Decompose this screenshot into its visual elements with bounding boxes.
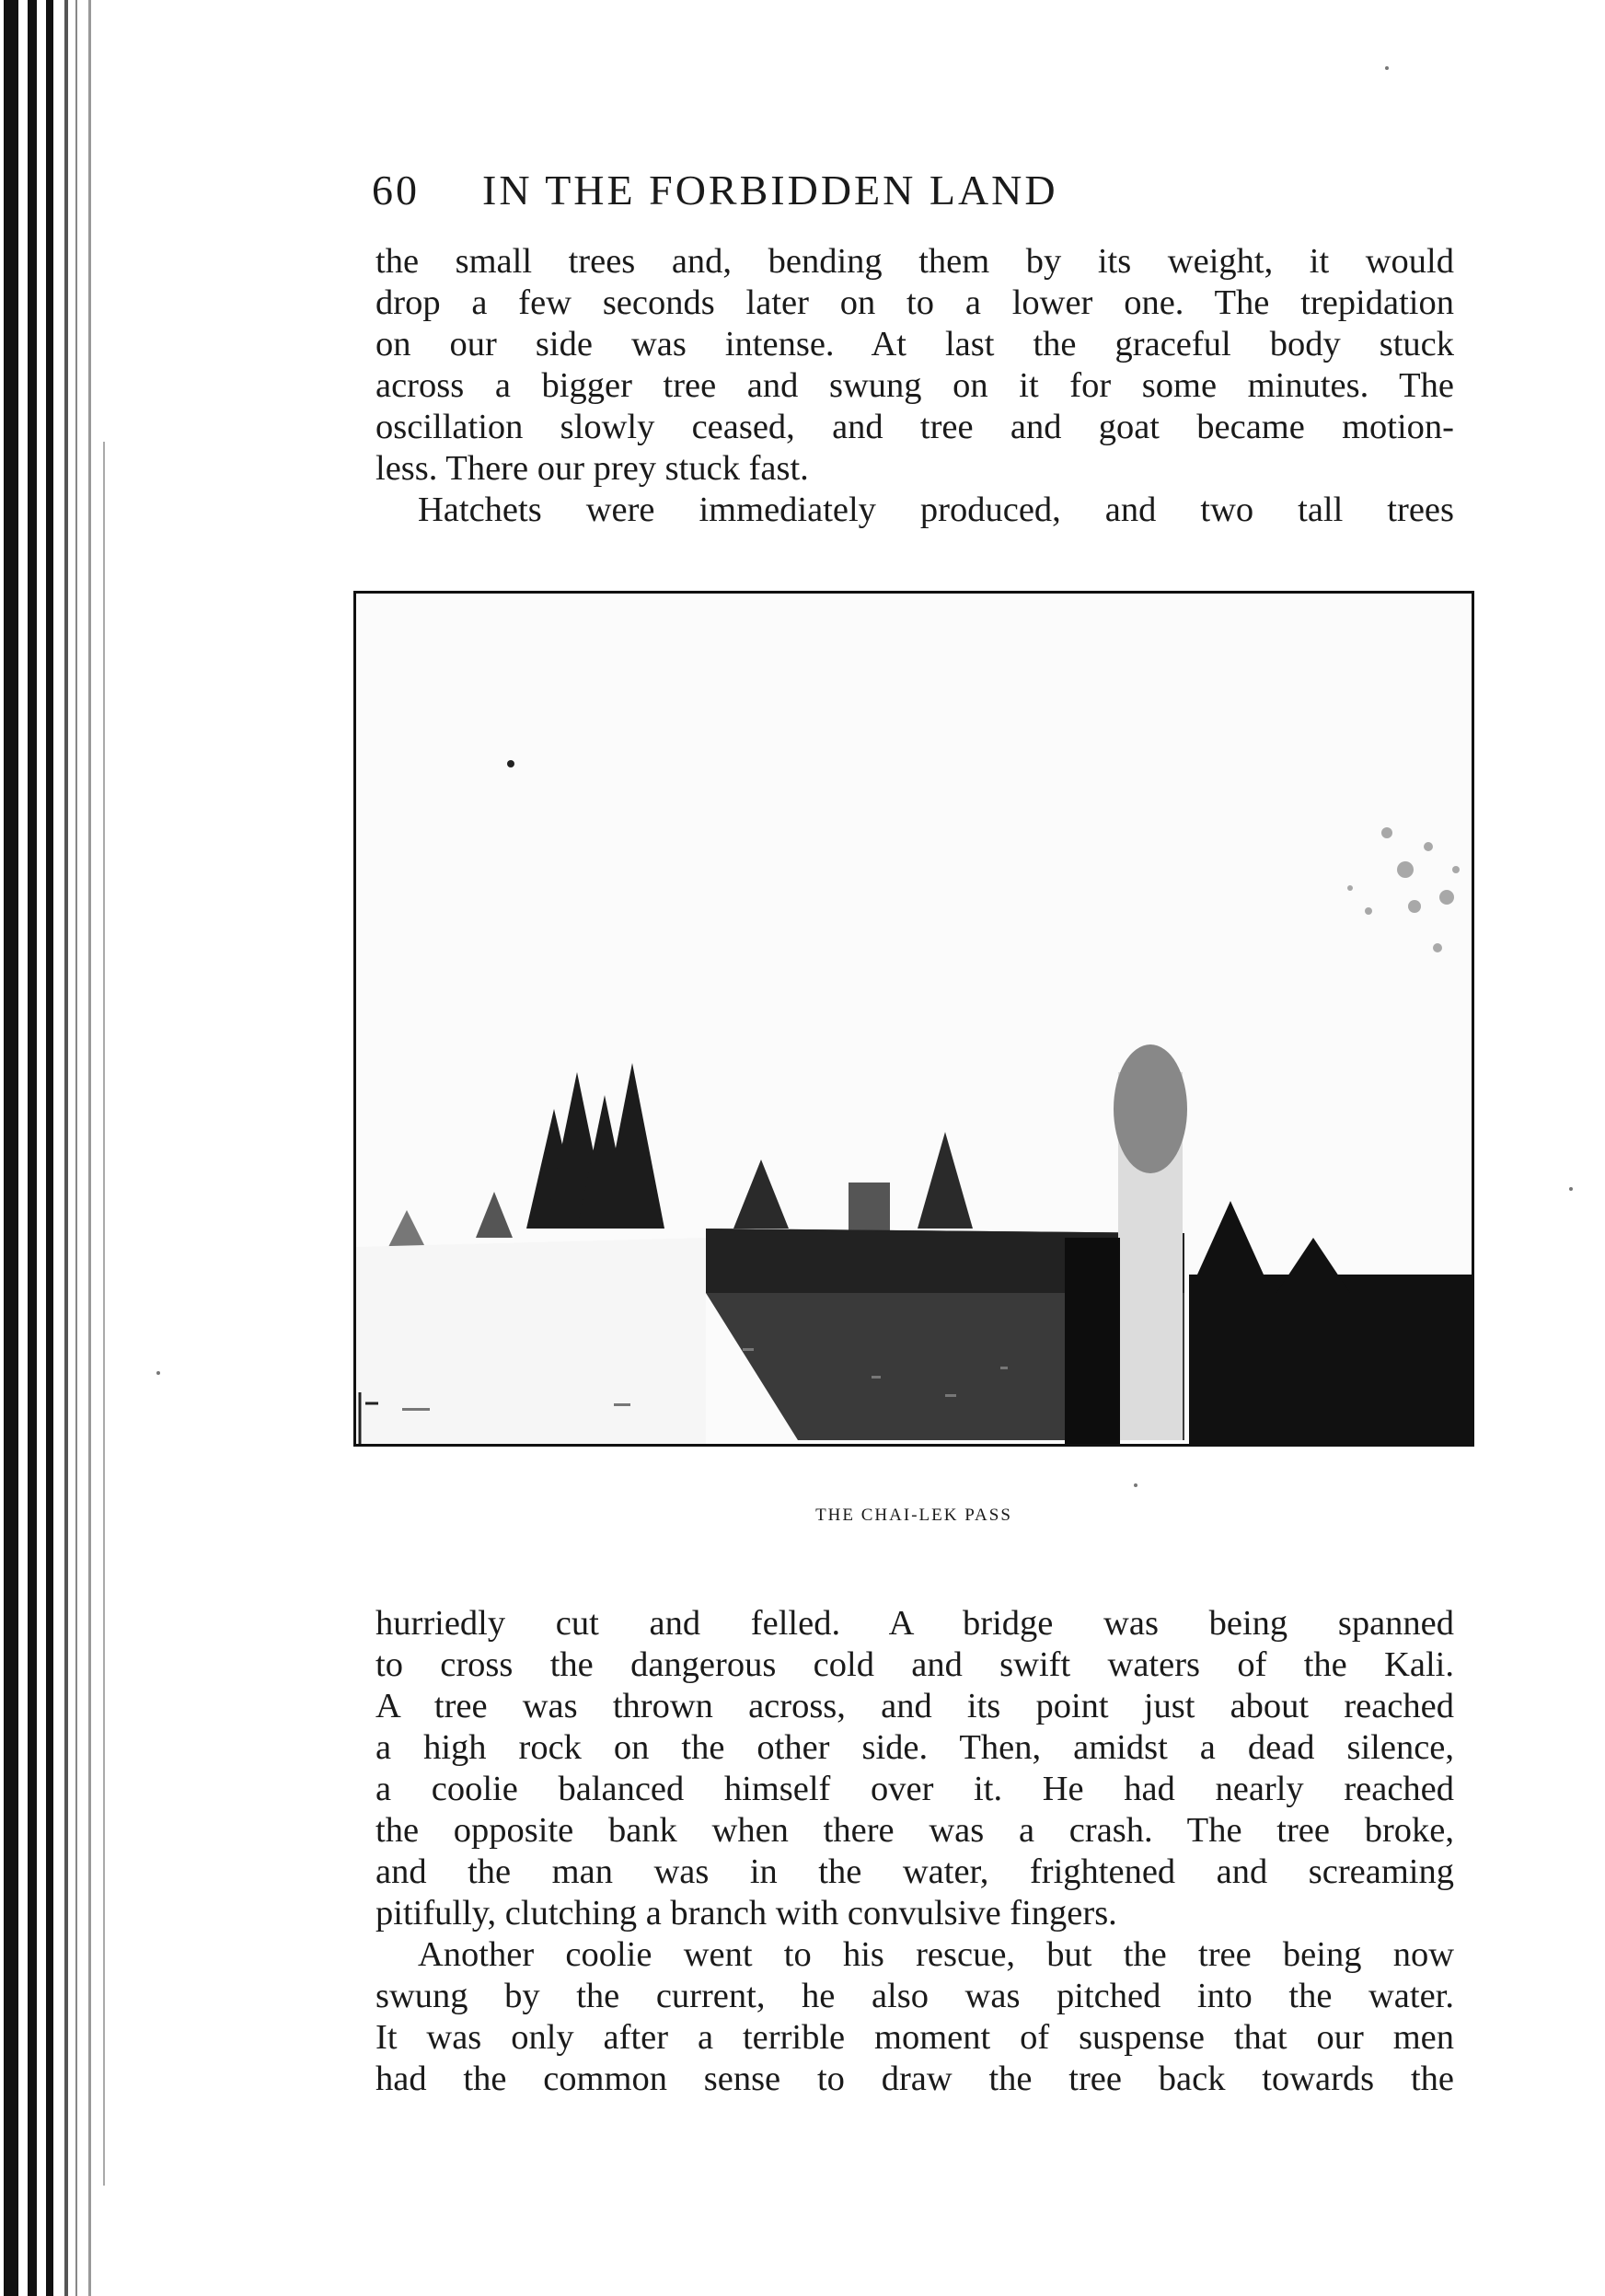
text-line: the opposite bank when there was a crash. The tree broke, [375,1811,1454,1850]
text-line: It was only after a terrible moment of suspense that our men [375,2018,1454,2057]
landscape-photo [356,594,1472,1444]
text-line: and the man was in the water, frightened and screaming [375,1852,1454,1891]
paragraph-top [375,241,1454,490]
text-line: across a bigger tree and swung on it for some minutes. The [375,366,1454,405]
text-line: drop a few seconds later on to a lower one. The trepidation [375,283,1454,322]
text-line: Hatchets were immediately produced, and two tall trees [418,490,1454,529]
text-line: on our side was intense. At last the graceful body stuck [375,325,1454,363]
text-line: a coolie balanced himself over it. He had nearly reached [375,1770,1454,1808]
scan-speck [156,1371,160,1375]
page-number: 60 [372,167,420,213]
scan-speck [1134,1483,1137,1487]
photo-plate [353,591,1474,1447]
text-line: less. There our prey stuck fast. [375,449,809,488]
book-binding-edge [0,0,120,2296]
text-line: the small trees and, bending them by its weight, it would [375,242,1454,281]
text-line: to cross the dangerous cold and swift waters of the Kali. [375,1645,1454,1684]
text-line: oscillation slowly ceased, and tree and goat became motion- [375,408,1454,446]
speck [507,760,514,767]
running-header [372,166,1292,214]
text-line: hurriedly cut and felled. A bridge was being spanned [375,1604,1454,1643]
paragraph-bridge [375,1603,1454,1934]
scan-speck [1385,66,1389,70]
dark-cliff [1065,1238,1120,1444]
text-line: pitifully, clutching a branch with convulsive fingers. [375,1894,1117,1933]
paragraph-rescue [375,1934,1454,2100]
text-line: A tree was thrown across, and its point just about reached [375,1687,1454,1725]
plate-caption: THE CHAI-LEK PASS [815,1506,1012,1525]
text-line: had the common sense to draw the tree back towards the [375,2059,1454,2098]
paragraph-hatchets [375,490,1454,531]
running-title: IN THE FORBIDDEN LAND [482,167,1058,213]
text-line: Another coolie went to his rescue, but the tree being now [418,1935,1454,1974]
text-line: a high rock on the other side. Then, amidst a dead silence, [375,1728,1454,1767]
text-line: swung by the current, he also was pitched into the water. [375,1977,1454,2015]
snow-field [356,1238,706,1444]
scan-speck [1569,1187,1573,1191]
